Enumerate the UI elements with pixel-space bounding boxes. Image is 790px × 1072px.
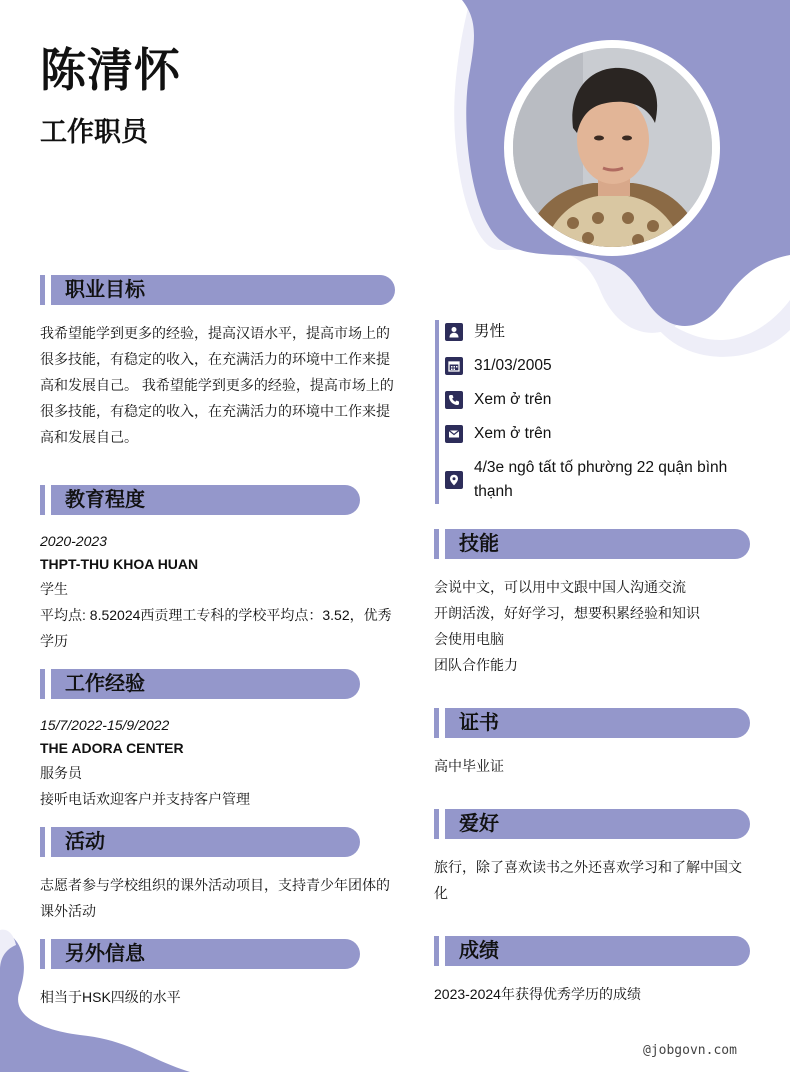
info-divider [435,320,439,504]
list-item: 会说中文，可以用中文跟中国人沟通交流 [434,579,686,595]
section-title: 爱好 [459,813,499,835]
experience-entry [40,714,410,812]
section-title: 工作经验 [65,673,145,695]
experience-date: 15/7/2022-15/9/2022 [40,717,170,733]
experience-role: 服务员 [40,765,82,781]
text-line: 高和发展自己。 [40,429,138,445]
section-activities-header [40,827,360,857]
section-title: 证书 [459,712,499,734]
watermark: @jobgovn.com [643,1043,737,1058]
education-entry [40,530,410,654]
skills-list [434,574,774,678]
section-skills-header [434,529,750,559]
text-line: 很多技能，有稳定的收入，在充满活力的环境中工作来提 [40,351,390,367]
activities-text [40,872,410,924]
person-icon [445,323,463,341]
text-line: 志愿者参与学校组织的课外活动项目，支持青少年团体的 [40,877,390,893]
section-education-header [40,485,360,515]
list-item: 会使用电脑 [434,631,504,647]
section-objective-header [40,275,395,305]
text-line: 旅行，除了喜欢读书之外还喜欢学习和了解中国文 [434,859,742,875]
section-title: 职业目标 [65,279,145,301]
email-icon [445,425,463,443]
address-value [474,456,764,504]
list-item: 开朗活泼，好好学习，想要积累经验和知识 [434,605,700,621]
text-line: 高和发展自己。 我希望能学到更多的经验，提高市场上的 [40,377,394,393]
text-line: 化 [434,885,448,901]
section-other-header [40,939,360,969]
phone-value: Xem ở trên [474,391,552,408]
email-value: Xem ở trên [474,425,552,442]
hobbies-text [434,854,774,906]
address-line: 4/3e ngô tất tố phường 22 quận bình [474,459,728,476]
text-line: 很多技能，有稳定的收入，在充满活力的环境中工作来提 [40,403,390,419]
section-experience-header [40,669,360,699]
section-title: 另外信息 [65,943,145,965]
section-certificates-header [434,708,750,738]
text-line: 平均点: 8.52024西贡理工专科的学校平均点：3.52，优秀 [40,607,392,623]
location-pin-icon [445,471,463,489]
school-name: THPT-THU KHOA HUAN [40,556,199,572]
experience-description: 接听电话欢迎客户并支持客户管理 [40,791,250,807]
candidate-name: 陈清怀 [40,44,181,96]
address-line: thạnh [474,483,513,500]
text-line: 我希望能学到更多的经验，提高汉语水平，提高市场上的 [40,325,390,341]
phone-icon [445,391,463,409]
certificates-text: 高中毕业证 [434,758,504,774]
gender-value: 男性 [474,323,506,340]
birthday-value: 31/03/2005 [474,357,552,374]
list-item: 团队合作能力 [434,657,518,673]
section-title: 教育程度 [65,489,145,511]
section-achievements-header [434,936,750,966]
company-name: THE ADORA CENTER [40,740,184,756]
objective-text [40,320,410,450]
section-title: 活动 [65,831,105,853]
text-line: 学历 [40,633,68,649]
text-line: 课外活动 [40,903,96,919]
profile-photo [513,48,712,247]
achievements-text: 2023-2024年获得优秀学历的成绩 [434,986,641,1002]
section-hobbies-header [434,809,750,839]
other-text: 相当于HSK四级的水平 [40,989,181,1005]
education-role: 学生 [40,581,68,597]
education-date: 2020-2023 [40,533,107,549]
section-title: 成绩 [459,940,499,962]
calendar-icon [445,357,463,375]
job-title: 工作职员 [40,117,148,147]
section-title: 技能 [459,533,499,555]
